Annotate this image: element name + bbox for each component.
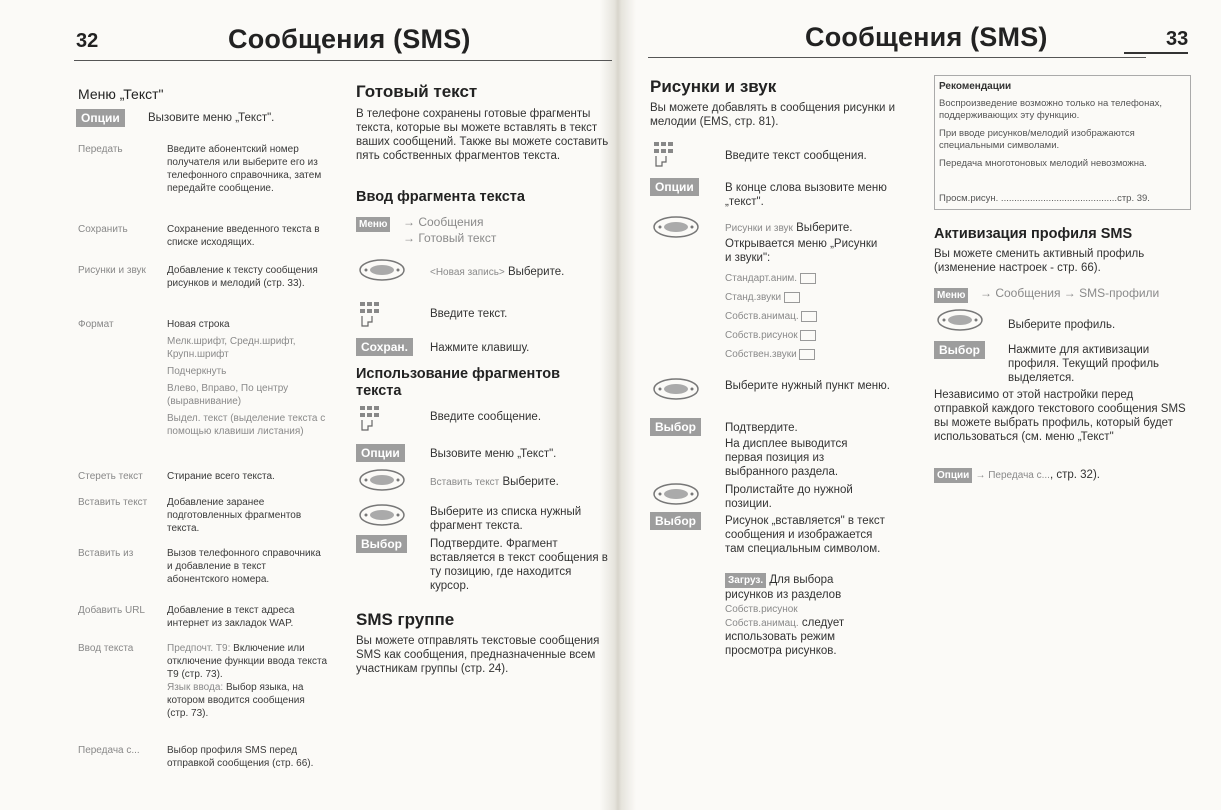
menu-item-label: Вставить из	[78, 548, 134, 559]
menu-item-text: Сохранение введенного текста в списке исходящих.	[167, 224, 320, 248]
enter-sms-text: Введите текст сообщения.	[725, 150, 867, 162]
select-softkey-3: Выбор	[650, 512, 701, 530]
input-fragment-heading: Ввод фрагмента текста	[356, 189, 525, 205]
sms-group-heading: SMS группе	[356, 610, 455, 629]
menu-item-text: Добавление заранее подготовленных фрагментов текста.	[167, 497, 302, 534]
recommendations-box	[934, 75, 1191, 210]
nav-key-icon-7	[936, 308, 984, 332]
load-row: Загруз. Для выбора рисунков из разделов Собств.рисунок Собств.анимац. следует использовать режим просмотра рисунков.	[725, 574, 845, 657]
profile-body: Независимо от этой настройки перед отправкой каждого текстового сообщения SMS вы можете выбрать профиль, который будет использоваться (см. меню „Текст"	[934, 389, 1186, 443]
ready-text-heading: Готовый текст	[356, 82, 478, 101]
sms-group-text: Вы можете отправлять текстовые сообщения SMS как сообщения, предназначенные всем участникам группы (стр. 24).	[356, 635, 600, 675]
options-softkey-2: Опции	[356, 444, 405, 462]
keypad-icon-2	[358, 404, 380, 432]
header-accent-right	[1124, 52, 1188, 54]
recommendation-line: Передача многотоновых мелодий невозможна.	[939, 158, 1147, 169]
select-softkey-4: Выбор	[934, 341, 985, 359]
enter-text-row: Введите текст.	[430, 308, 508, 320]
format-option: Мелк.шрифт, Средн.шрифт, Крупн.шрифт	[167, 336, 296, 360]
menu-softkey: Меню	[356, 214, 390, 232]
display-first-item: На дисплее выводится первая позиция из выбранного раздела.	[725, 438, 848, 478]
format-option: Подчеркнуть	[167, 366, 227, 377]
picture-inserted-text: Рисунок „вставляется" в текст сообщения и изображается там специальным символом.	[725, 515, 885, 555]
pictures-menu-item: Собств.рисунок	[725, 329, 816, 342]
save-text: Нажмите клавишу.	[430, 342, 530, 354]
page-title-left: Сообщения (SMS)	[228, 24, 471, 54]
menu-path-1: → Сообщения	[403, 215, 484, 229]
media-icon	[800, 273, 816, 284]
menu-softkey-2: Меню	[934, 285, 968, 303]
recommendations-lines	[939, 98, 1185, 176]
nav-key-icon	[358, 258, 406, 282]
confirm-fragment-text: Подтвердите. Фрагмент вставляется в текст сообщения в ту позицию, где находится курсор.	[430, 538, 608, 592]
header-rule-right	[648, 57, 1146, 58]
keypad-icon	[358, 300, 380, 328]
menu-path-2: → Готовый текст	[403, 231, 497, 245]
media-icon	[799, 349, 815, 360]
pictures-menu-item: Собств.анимац.	[725, 310, 817, 323]
menu-item-label: Вставить текст	[78, 497, 148, 508]
options-softkey-3: Опции	[650, 178, 699, 196]
select-softkey-2: Выбор	[650, 418, 701, 436]
profile-ref-row: Опции → Передача с..., стр. 32).	[934, 468, 1100, 483]
options-text-2: Вызовите меню „Текст".	[430, 448, 557, 460]
pictures-menu-item: Стандарт.аним.	[725, 272, 816, 285]
use-fragments-heading: Использование фрагментов текста	[356, 366, 560, 399]
page-number-right: 33	[1166, 28, 1189, 50]
pictures-menu-item: Собствен.звуки	[725, 348, 815, 361]
menu-item-label: Стереть текст	[78, 471, 143, 482]
page-title-right: Сообщения (SMS)	[805, 22, 1048, 52]
enter-message-row: Введите сообщение.	[430, 411, 542, 423]
page-number-left: 32	[76, 30, 99, 52]
menu-item-text: Новая строка Мелк.шрифт, Средн.шрифт, Крупн.шрифт Подчеркнуть Влево, Вправо, По центру (выравнивание) Выдел. текст (выделение текста с помощью клавиши листания)	[167, 319, 326, 437]
recommendations-title: Рекомендации	[939, 81, 1012, 92]
activate-profile: Нажмите для активизации профиля. Текущий профиль выделяется.	[1008, 344, 1160, 384]
menu-item-text: Выбор профиля SMS перед отправкой сообщения (стр. 66).	[167, 745, 314, 769]
recommendations-ref: Просм.рисун. ............................................стр. 39.	[939, 193, 1150, 204]
choose-fragment-text: Выберите из списка нужный фрагмент текста.	[430, 506, 582, 532]
menu-item-text: Введите абонентский номер получателя или выберите его из телефонного справочника, затем передайте сообщение.	[167, 144, 322, 194]
menu-item-label: Формат	[78, 319, 114, 330]
format-option: Влево, Вправо, По центру (выравнивание)	[167, 383, 289, 407]
menu-item-label: Добавить URL	[78, 605, 145, 616]
media-icon	[784, 292, 800, 303]
pictures-menu-opens: Открывается меню „Рисунки и звуки":	[725, 238, 878, 264]
profile-heading: Активизация профиля SMS	[934, 226, 1133, 242]
menu-item-label: Ввод текста	[78, 643, 134, 654]
choose-menu-item: Выберите нужный пункт меню.	[725, 380, 890, 392]
options-softkey: Опции	[76, 109, 125, 127]
media-icon	[800, 330, 816, 341]
ready-text-intro: В телефоне сохранены готовые фрагменты текста, которые вы можете вставлять в текст ваших сообщений. Также вы можете составить пять собственных фрагментов текста.	[356, 108, 609, 162]
menu-item-label: Рисунки и звук	[78, 265, 146, 276]
recommendation-line: Воспроизведение возможно только на телефонах, поддерживающих эту функцию.	[939, 98, 1162, 121]
nav-key-icon-2	[358, 468, 406, 492]
profile-intro: Вы можете сменить активный профиль (изменение настроек - стр. 66).	[934, 248, 1145, 274]
pictures-heading: Рисунки и звук	[650, 77, 777, 96]
save-softkey: Сохран.	[356, 338, 413, 356]
header-rule-left	[74, 60, 612, 61]
insert-text-row: Вставить текст Выберите.	[430, 476, 559, 488]
pictures-select-row: Рисунки и звук Выберите.	[725, 222, 853, 234]
nav-key-icon-6	[652, 482, 700, 506]
pictures-intro: Вы можете добавлять в сообщения рисунки и мелодии (EMS, стр. 81).	[650, 102, 896, 128]
menu-item-text: Добавление в текст адреса интернет из закладок WAP.	[167, 605, 295, 629]
new-entry-row: <Новая запись> Выберите.	[430, 266, 565, 278]
menu-item-label: Передать	[78, 144, 123, 155]
menu-item-text: Стирание всего текста.	[167, 471, 275, 482]
nav-key-icon-3	[358, 503, 406, 527]
menu-heading: Меню „Текст"	[78, 86, 164, 102]
pictures-menu-item: Станд.звуки	[725, 291, 800, 304]
select-softkey: Выбор	[356, 535, 407, 553]
menu-item-text: Добавление к тексту сообщения рисунков и мелодий (стр. 33).	[167, 265, 318, 289]
confirm-picture: Подтвердите.	[725, 422, 798, 434]
menu-item-text: Предпочт. T9: Включение или отключение функции ввода текста T9 (стр. 73). Язык ввода: Выбор языка, на котором вводится сообщения (стр. 73).	[167, 643, 328, 719]
nav-key-icon-5	[652, 377, 700, 401]
menu-item-text: Вызов телефонного справочника и добавление в текст абонентского номера.	[167, 548, 321, 585]
profile-menu-path: → Сообщения → SMS-профили	[980, 286, 1160, 300]
keypad-icon-3	[652, 140, 674, 168]
choose-profile: Выберите профиль.	[1008, 319, 1116, 331]
nav-key-icon-4	[652, 215, 700, 239]
recommendation-line: При вводе рисунков/мелодий изображаются специальными символами.	[939, 128, 1135, 151]
format-option: Выдел. текст (выделение текста с помощью клавиши листания)	[167, 413, 326, 437]
options-text: Вызовите меню „Текст".	[148, 112, 275, 124]
menu-item-label: Сохранить	[78, 224, 128, 235]
media-icon	[801, 311, 817, 322]
options-word-end: В конце слова вызовите меню „текст".	[725, 182, 887, 208]
menu-item-label: Передача с...	[78, 745, 140, 756]
scroll-to-item: Пролистайте до нужной позиции.	[725, 484, 853, 510]
